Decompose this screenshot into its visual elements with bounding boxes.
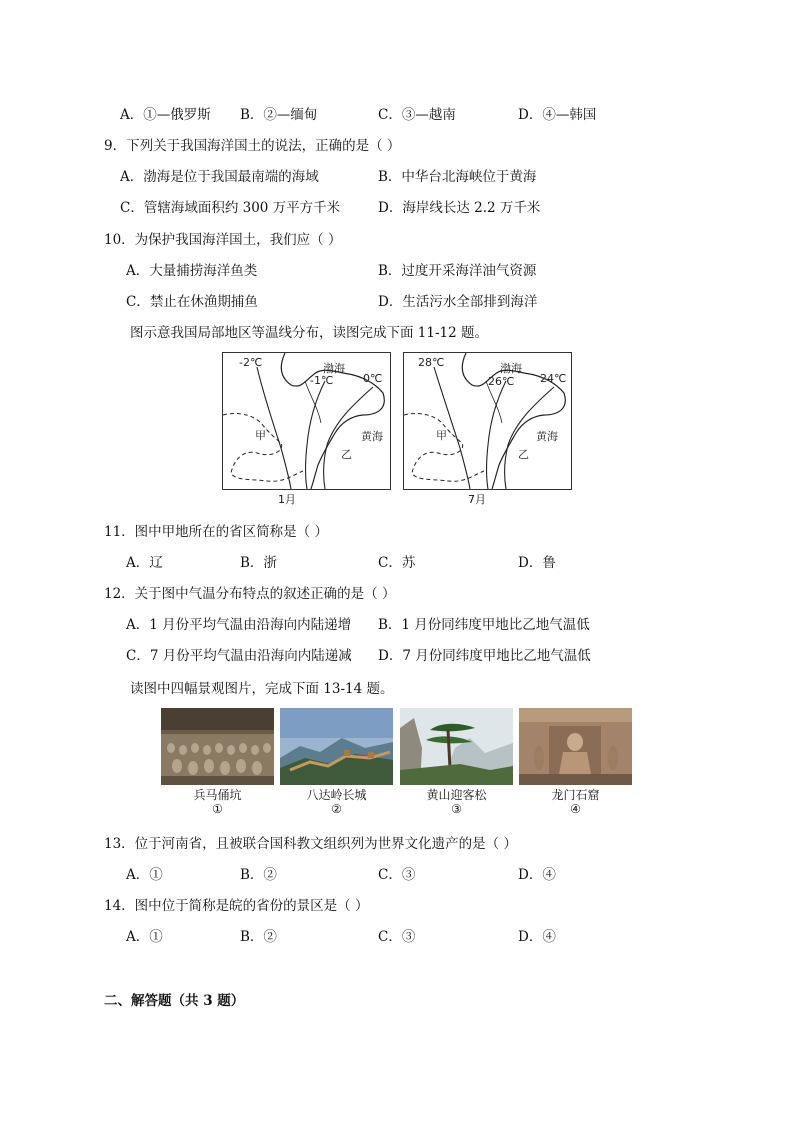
- jul-sea-huanghai: 黄海: [536, 430, 558, 443]
- q12-option-a: A．1 月份平均气温由沿海向内陆递增: [126, 617, 352, 633]
- q9-stem: 9．下列关于我国海洋国土的说法，正确的是（ ）: [104, 138, 401, 154]
- caption-4-num: ④: [570, 802, 581, 816]
- isotherm-map-january: [222, 352, 391, 490]
- caption-3-name: 黄山迎客松: [426, 788, 487, 802]
- q14-stem: 14．图中位于简称是皖的省份的景区是（ ）: [104, 898, 369, 914]
- q8-option-d: D．④—韩国: [518, 107, 597, 123]
- q12-option-d: D．7 月份同纬度甲地比乙地气温低: [378, 648, 591, 664]
- q13-stem: 13．位于河南省，且被联合国科教文组织列为世界文化遗产的是（ ）: [104, 836, 517, 852]
- caption-2: [280, 788, 393, 816]
- q11-option-d: D．鲁: [518, 555, 556, 571]
- caption-3-num: ③: [451, 802, 462, 816]
- q11-option-c: C．苏: [378, 555, 416, 571]
- q10-stem: 10．为保护我国海洋国土，我们应（ ）: [104, 232, 342, 248]
- caption-2-name: 八达岭长城: [306, 788, 367, 802]
- jul-sea-bohai: 渤海: [500, 362, 522, 375]
- q8-option-b: B．②—缅甸: [240, 107, 318, 123]
- q8-option-c: C．③—越南: [378, 107, 456, 123]
- jul-month-label: 7月: [468, 493, 486, 506]
- q10-option-a: A．大量捕捞海洋鱼类: [126, 263, 258, 279]
- jul-place-jia: 甲: [436, 429, 447, 442]
- jan-sea-bohai: 渤海: [323, 362, 345, 375]
- photo-huangshan-pine: [400, 708, 513, 785]
- jan-month-label: 1月: [278, 493, 296, 506]
- caption-2-num: ②: [331, 802, 342, 816]
- q13-option-b: B．②: [240, 867, 277, 883]
- jan-temp-label-2: -1℃: [310, 374, 334, 387]
- caption-1-num: ①: [212, 802, 223, 816]
- caption-3: [400, 788, 513, 816]
- q14-option-d: D．④: [518, 929, 556, 945]
- q14-option-c: C．③: [378, 929, 416, 945]
- intro-13-14: 读图中四幅景观图片，完成下面 13-14 题。: [130, 681, 394, 697]
- q11-option-a: A．辽: [126, 555, 163, 571]
- q13-option-d: D．④: [518, 867, 556, 883]
- jul-temp-label-3: 24℃: [540, 372, 567, 385]
- q12-stem: 12．关于图中气温分布特点的叙述正确的是（ ）: [104, 586, 396, 602]
- jan-temp-label-1: -2℃: [239, 356, 263, 369]
- photo-terracotta-army: [161, 708, 274, 785]
- q13-option-a: A．①: [126, 867, 163, 883]
- photo-great-wall: [280, 708, 393, 785]
- q12-option-b: B．1 月份同纬度甲地比乙地气温低: [378, 617, 590, 633]
- q11-stem: 11．图中甲地所在的省区简称是（ ）: [104, 524, 328, 540]
- caption-1-name: 兵马俑坑: [193, 788, 242, 802]
- caption-4: [519, 788, 632, 816]
- q12-option-c: C．7 月份平均气温由沿海向内陆递减: [126, 648, 352, 664]
- q9-option-b: B．中华台北海峡位于黄海: [378, 169, 537, 185]
- q9-option-a: A．渤海是位于我国最南端的海域: [120, 169, 319, 185]
- q14-option-b: B．②: [240, 929, 277, 945]
- q8-option-a: A．①—俄罗斯: [120, 107, 211, 123]
- jan-place-jia: 甲: [255, 429, 266, 442]
- intro-11-12: 图示意我国局部地区等温线分布，读图完成下面 11-12 题。: [130, 325, 488, 341]
- caption-1: [161, 788, 274, 816]
- jul-temp-label-1: 28℃: [418, 356, 445, 369]
- q13-option-c: C．③: [378, 867, 416, 883]
- q11-option-b: B．浙: [240, 555, 277, 571]
- q10-option-d: D．生活污水全部排到海洋: [378, 294, 538, 310]
- photo-longmen-grottoes: [519, 708, 632, 785]
- q9-option-d: D．海岸线长达 2.2 万千米: [378, 200, 541, 216]
- jul-temp-label-2: 26℃: [488, 375, 515, 388]
- caption-4-name: 龙门石窟: [551, 788, 600, 802]
- jan-sea-huanghai: 黄海: [361, 430, 383, 443]
- q9-option-c: C．管辖海域面积约 300 万平方千米: [120, 200, 341, 216]
- jul-place-yi: 乙: [518, 448, 529, 461]
- q10-option-b: B．过度开采海洋油气资源: [378, 263, 537, 279]
- isotherm-map-july: [403, 352, 572, 490]
- section-heading: 二、解答题（共 3 题）: [104, 993, 245, 1009]
- jan-place-yi: 乙: [341, 448, 352, 461]
- q10-option-c: C．禁止在休渔期捕鱼: [126, 294, 258, 310]
- q14-option-a: A．①: [126, 929, 163, 945]
- jan-temp-label-3: 0℃: [363, 372, 383, 385]
